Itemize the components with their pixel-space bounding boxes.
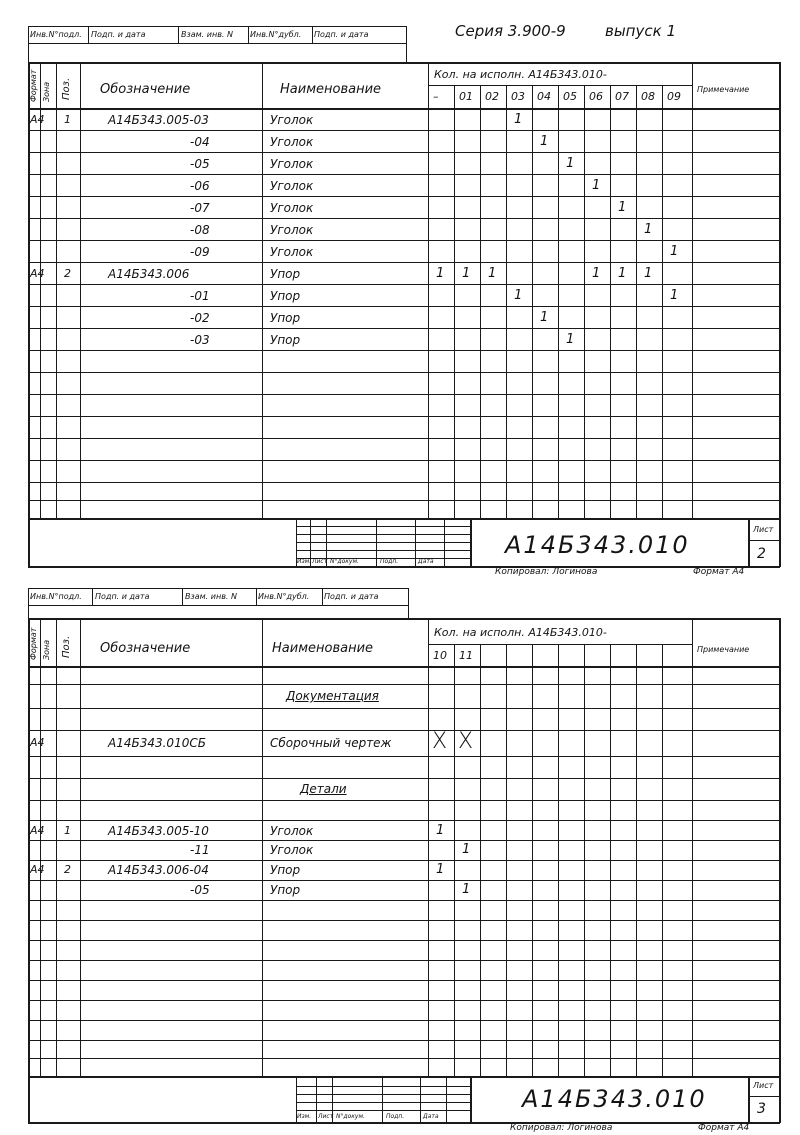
sheet-number-1: 2 <box>757 546 766 562</box>
quantity-mark: 1 <box>540 310 549 325</box>
variant-label: 08 <box>641 90 655 103</box>
col-format-label: Формат <box>29 69 38 102</box>
col-qty-label: Кол. на исполн. А14Б343.010- <box>434 68 607 81</box>
row-name: Уголок <box>270 824 314 838</box>
stamp-podp-data: Подп. и дата <box>91 30 146 39</box>
row-format: А4 <box>30 267 45 280</box>
row-name: Упор <box>270 863 301 877</box>
variant-label: 11 <box>459 649 473 662</box>
row-format: А4 <box>30 863 45 876</box>
row-name: Упор <box>270 267 301 281</box>
col-designation-label: Обозначение <box>100 82 191 97</box>
variant-label: 03 <box>511 90 525 103</box>
col-pos-label: Поз. <box>61 77 72 100</box>
tb2-ndokum: N°докум. <box>336 1113 365 1120</box>
quantity-mark: 1 <box>644 266 653 281</box>
quantity-mark: 1 <box>514 112 523 127</box>
variant-label: – <box>433 90 439 103</box>
row-format: А4 <box>30 736 45 749</box>
cross-mark: X <box>432 729 448 754</box>
row-designation: -09 <box>190 245 210 259</box>
stamp2-inv-podl: Инв.N°подл. <box>30 592 82 601</box>
variant-label: 07 <box>615 90 629 103</box>
variant-label: 06 <box>589 90 603 103</box>
col-note-label: Примечание <box>697 85 750 94</box>
stamp2-podp-data: Подп. и дата <box>95 592 150 601</box>
quantity-mark: 1 <box>618 266 627 281</box>
row-position: 1 <box>64 824 71 837</box>
copied-by-2: Копировал: Логинова <box>510 1123 613 1133</box>
quantity-mark: 1 <box>618 200 627 215</box>
row-name: Уголок <box>270 843 314 857</box>
quantity-mark: 1 <box>462 882 471 897</box>
row-designation: А14Б343.006 <box>108 267 190 281</box>
row-name: Упор <box>270 333 301 347</box>
row-format: А4 <box>30 824 45 837</box>
row-designation: -02 <box>190 311 210 325</box>
quantity-mark: 1 <box>462 266 471 281</box>
section-parts: Детали <box>300 782 347 796</box>
col-zone-label: Зона <box>42 81 51 102</box>
col2-name-label: Наименование <box>272 641 374 656</box>
tb-izm: Изм. <box>297 558 312 565</box>
stamp-podp-data-2: Подп. и дата <box>314 30 369 39</box>
quantity-mark: 1 <box>644 222 653 237</box>
quantity-mark: 1 <box>540 134 549 149</box>
sheet-label-1: Лист <box>753 525 774 534</box>
cross-mark: X <box>458 729 474 754</box>
tb2-data: Дата <box>423 1113 439 1120</box>
row-designation: -04 <box>190 135 210 149</box>
format-label-1: Формат А4 <box>693 567 745 577</box>
issue-label: выпуск 1 <box>605 22 676 40</box>
sheet-number-2: 3 <box>757 1101 766 1117</box>
col2-qty-label: Кол. на исполн. А14Б343.010- <box>434 626 607 639</box>
row-designation: А14Б343.010СБ <box>108 736 206 750</box>
row-designation: -05 <box>190 883 210 897</box>
variant-label: 04 <box>537 90 551 103</box>
copied-by-1: Копировал: Логинова <box>495 567 598 577</box>
tb-ndokum: N°докум. <box>330 558 359 565</box>
stamp2-podp-data-2: Подп. и дата <box>324 592 379 601</box>
row-designation: -01 <box>190 289 210 303</box>
variant-label: 02 <box>485 90 499 103</box>
col-name-label: Наименование <box>280 82 382 97</box>
row-name: Уголок <box>270 157 314 171</box>
row-designation: -08 <box>190 223 210 237</box>
sheet-label-2: Лист <box>753 1081 774 1090</box>
tb2-list: Лист <box>318 1113 334 1120</box>
col2-format-label: Формат <box>29 627 38 660</box>
col2-note-label: Примечание <box>697 645 750 654</box>
quantity-mark: 1 <box>670 244 679 259</box>
row-position: 2 <box>64 267 71 280</box>
quantity-mark: 1 <box>436 823 445 838</box>
quantity-mark: 1 <box>592 178 601 193</box>
row-name: Уголок <box>270 179 314 193</box>
variant-label: 10 <box>433 649 447 662</box>
row-designation: -11 <box>190 843 210 857</box>
row-name: Уголок <box>270 245 314 259</box>
doc-code-sheet-1: А14Б343.010 <box>505 531 690 559</box>
col2-pos-label: Поз. <box>61 635 72 658</box>
stamp2-inv-dubl: Инв.N°дубл. <box>258 592 310 601</box>
tb-data: Дата <box>418 558 434 565</box>
series-label: Серия 3.900-9 <box>455 22 566 40</box>
variant-label: 01 <box>459 90 473 103</box>
row-position: 1 <box>64 113 71 126</box>
row-designation: -06 <box>190 179 210 193</box>
stamp2-vzam: Взам. инв. N <box>185 592 237 601</box>
row-designation: А14Б343.006-04 <box>108 863 209 877</box>
row-name: Упор <box>270 311 301 325</box>
tb2-podp: Подп. <box>386 1113 405 1120</box>
quantity-mark: 1 <box>462 842 471 857</box>
variant-label: 05 <box>563 90 577 103</box>
quantity-mark: 1 <box>670 288 679 303</box>
quantity-mark: 1 <box>566 332 575 347</box>
format-label-2: Формат А4 <box>698 1123 750 1133</box>
row-format: А4 <box>30 113 45 126</box>
stamp-vzam: Взам. инв. N <box>181 30 233 39</box>
row-name: Уголок <box>270 113 314 127</box>
tb-list: Лист <box>312 558 328 565</box>
row-position: 2 <box>64 863 71 876</box>
row-name: Упор <box>270 289 301 303</box>
tb-podp: Подп. <box>380 558 399 565</box>
row-name: Уголок <box>270 223 314 237</box>
row-name: Сборочный чертеж <box>270 736 392 750</box>
stamp-inv-dubl: Инв.N°дубл. <box>250 30 302 39</box>
tb2-izm: Изм. <box>297 1113 312 1120</box>
quantity-mark: 1 <box>592 266 601 281</box>
row-name: Уголок <box>270 135 314 149</box>
doc-code-sheet-2: А14Б343.010 <box>522 1085 707 1113</box>
row-designation: А14Б343.005-10 <box>108 824 209 838</box>
row-name: Упор <box>270 883 301 897</box>
quantity-mark: 1 <box>488 266 497 281</box>
stamp-inv-podl: Инв.N°подл. <box>30 30 82 39</box>
quantity-mark: 1 <box>514 288 523 303</box>
row-designation: -07 <box>190 201 210 215</box>
row-designation: А14Б343.005-03 <box>108 113 209 127</box>
variant-label: 09 <box>667 90 681 103</box>
col2-designation-label: Обозначение <box>100 641 191 656</box>
row-designation: -05 <box>190 157 210 171</box>
quantity-mark: 1 <box>436 862 445 877</box>
quantity-mark: 1 <box>566 156 575 171</box>
col2-zone-label: Зона <box>42 639 51 660</box>
quantity-mark: 1 <box>436 266 445 281</box>
row-designation: -03 <box>190 333 210 347</box>
section-documentation: Документация <box>286 689 379 703</box>
row-name: Уголок <box>270 201 314 215</box>
